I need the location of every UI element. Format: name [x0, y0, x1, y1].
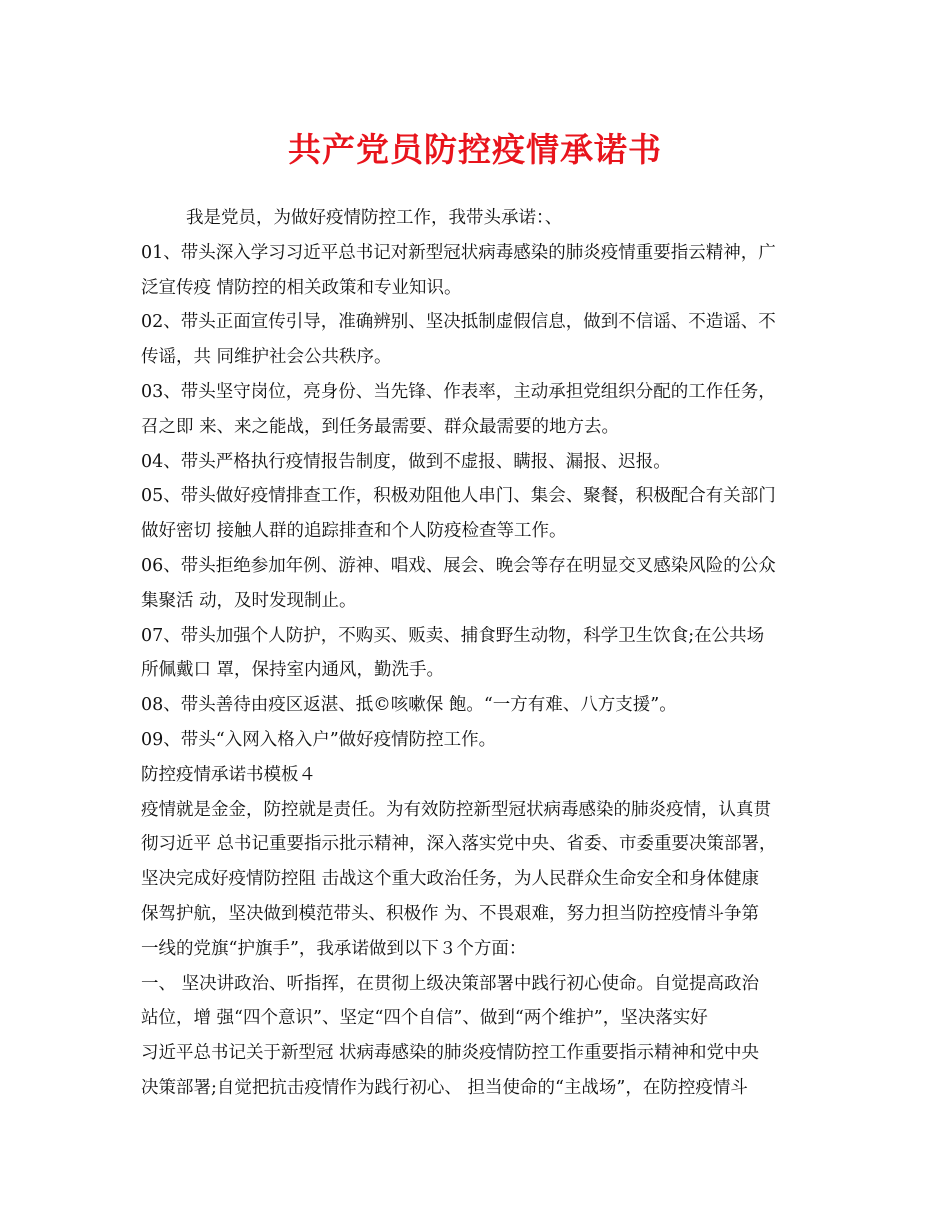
- text-line: 保驾护航，坚决做到模范带头、积极作 为、不畏艰难，努力担当防控疫情斗争第: [141, 903, 760, 924]
- section-heading: 防控疫情承诺书模板４: [141, 764, 316, 785]
- text-line: 01、带头深入学习习近平总书记对新型冠状病毒感染的肺炎疫情重要指云精神，广: [141, 242, 776, 263]
- text-line: 一、 坚决讲政治、听指挥，在贯彻上级决策部署中践行初心使命。自觉提高政治: [141, 973, 760, 994]
- text-line: 彻习近平 总书记重要指示批示精神，深入落实党中央、省委、市委重要决策部署，: [141, 834, 777, 855]
- text-line: 做好密切 接触人群的追踪排查和个人防疫检查等工作。: [141, 521, 567, 542]
- document-body: [141, 201, 821, 1106]
- text-line: 站位，增 强“四个意识”、坚定“四个自信”、做到“两个维护”，坚决落实好: [141, 1008, 708, 1029]
- text-line: 坚决完成好疫情防控阻 击战这个重大政治任务，为人民群众生命安全和身体健康: [141, 869, 760, 890]
- text-line: 习近平总书记关于新型冠 状病毒感染的肺炎疫情防控工作重要指示精神和党中央: [141, 1043, 760, 1064]
- text-line: 集聚活 动，及时发现制止。: [141, 590, 357, 611]
- text-line: 02、带头正面宣传引导，准确辨别、坚决抵制虚假信息，做到不信谣、不造谣、不: [141, 312, 776, 333]
- text-line: 传谣，共 同维护社会公共秩序。: [141, 347, 392, 368]
- text-line: 06、带头拒绝参加年例、游神、唱戏、展会、晚会等存在明显交叉感染风险的公众: [141, 555, 776, 576]
- text-line: 03、带头坚守岗位，亮身份、当先锋、作表率，主动承担党组织分配的工作任务，: [141, 381, 776, 402]
- text-line: 疫情就是金金，防控就是责任。为有效防控新型冠状病毒感染的肺炎疫情，认真贯: [141, 799, 771, 820]
- text-line: 09、带头“入网入格入户”做好疫情防控工作。: [141, 729, 497, 750]
- text-line: 泛宣传疫 情防控的相关政策和专业知识。: [141, 277, 462, 298]
- text-line: 05、带头做好疫情排查工作，积极劝阻他人串门、集会、聚餐，积极配合有关部门: [141, 486, 776, 507]
- text-line: 决策部署;自觉把抗击疫情作为践行初心、 担当使命的“主战场”，在防控疫情斗: [141, 1077, 748, 1098]
- text-line: 我是党员，为做好疫情防控工作，我带头承诺：、: [186, 208, 563, 228]
- text-line: 04、带头严格执行疫情报告制度，做到不虚报、瞒报、漏报、迟报。: [141, 451, 671, 472]
- document-title: 共产党员防控疫情承诺书: [288, 130, 662, 169]
- text-line: 召之即 来、来之能战，到任务最需要、群众最需要的地方去。: [141, 416, 620, 437]
- text-line: 07、带头加强个人防护，不购买、贩卖、捕食野生动物，科学卫生饮食;在公共场: [141, 625, 765, 646]
- text-line: 一线的党旗“护旗手”，我承诺做到以下３个方面：: [141, 938, 527, 959]
- text-line: 所佩戴口 罩，保持室内通风，勤洗手。: [141, 660, 445, 681]
- text-line: 08、带头善待由疫区返湛、抵©咳嗽保 飽。“一方有难、八方支援”。: [141, 695, 677, 716]
